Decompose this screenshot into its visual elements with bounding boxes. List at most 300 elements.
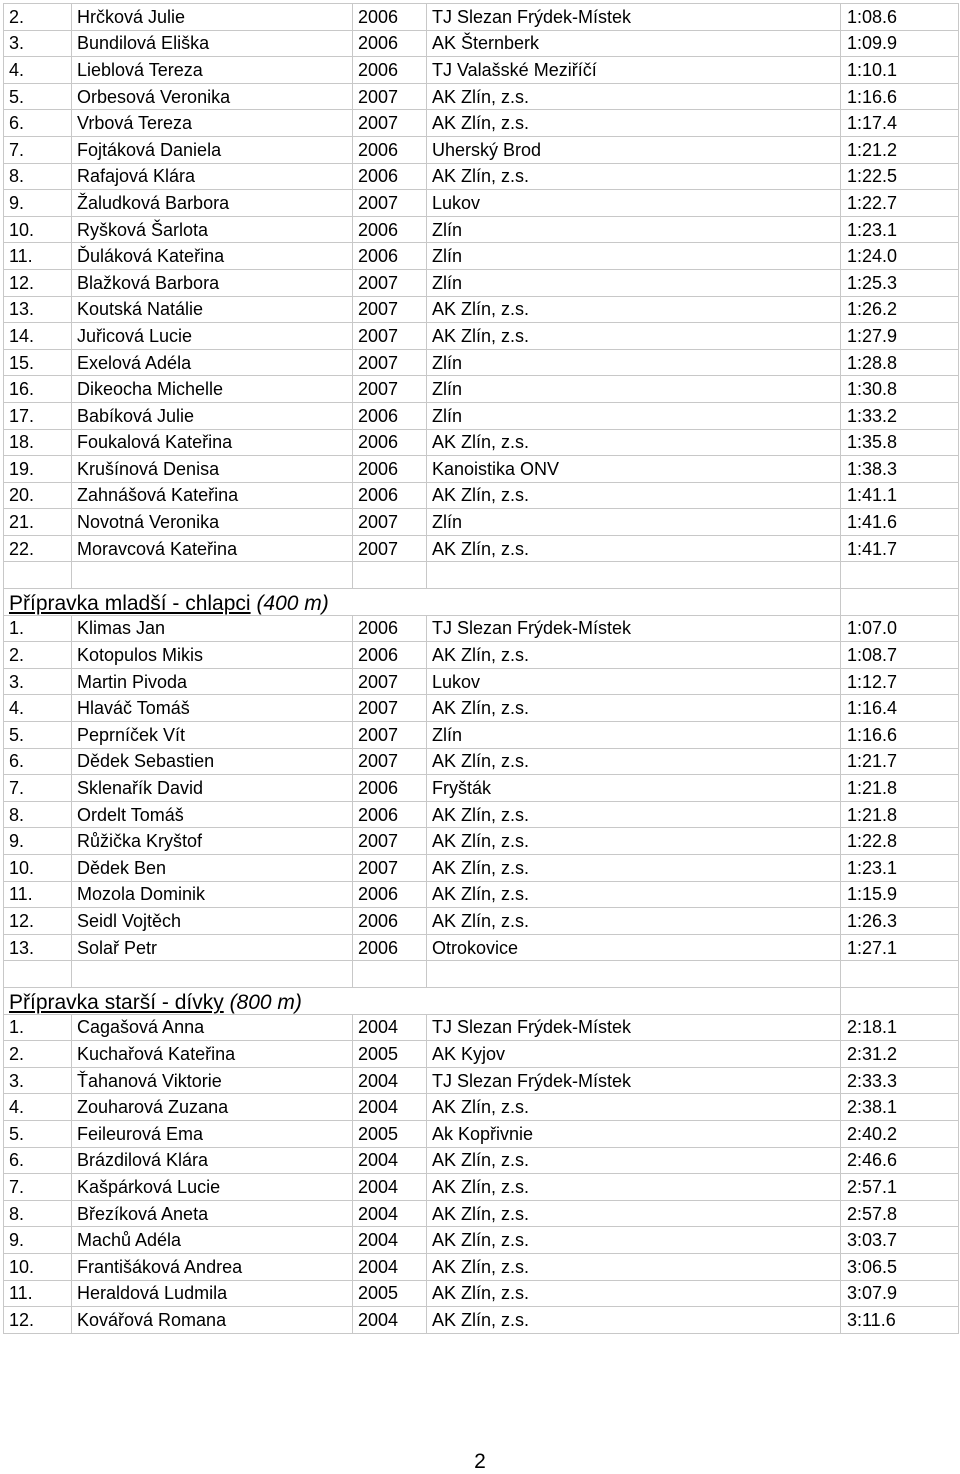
result-club: Uherský Brod xyxy=(427,136,841,163)
result-year: 2007 xyxy=(353,722,427,749)
result-club: AK Zlín, z.s. xyxy=(427,1253,841,1280)
result-time: 1:15.9 xyxy=(841,881,959,908)
section-heading-row xyxy=(4,589,959,616)
result-name: Heraldová Ludmila xyxy=(72,1280,353,1307)
result-time: 2:46.6 xyxy=(841,1147,959,1174)
result-year: 2007 xyxy=(353,535,427,562)
result-row xyxy=(4,1014,959,1041)
result-rank: 7. xyxy=(4,775,72,802)
result-club: TJ Valašské Meziříčí xyxy=(427,57,841,84)
result-year: 2006 xyxy=(353,163,427,190)
result-rank: 18. xyxy=(4,429,72,456)
result-time: 1:21.8 xyxy=(841,775,959,802)
result-time: 1:21.8 xyxy=(841,801,959,828)
result-name: Cagašová Anna xyxy=(72,1014,353,1041)
result-club: TJ Slezan Frýdek-Místek xyxy=(427,1067,841,1094)
result-time: 2:38.1 xyxy=(841,1094,959,1121)
result-year: 2004 xyxy=(353,1147,427,1174)
result-year: 2007 xyxy=(353,110,427,137)
result-time: 2:33.3 xyxy=(841,1067,959,1094)
result-time: 1:16.6 xyxy=(841,83,959,110)
result-rank: 9. xyxy=(4,1227,72,1254)
result-rank: 6. xyxy=(4,748,72,775)
result-time: 1:22.7 xyxy=(841,190,959,217)
empty-cell xyxy=(841,589,959,616)
result-year: 2004 xyxy=(353,1174,427,1201)
result-year: 2007 xyxy=(353,349,427,376)
result-club: AK Zlín, z.s. xyxy=(427,881,841,908)
result-row xyxy=(4,83,959,110)
result-year: 2006 xyxy=(353,482,427,509)
result-row xyxy=(4,163,959,190)
result-row xyxy=(4,402,959,429)
result-time: 1:38.3 xyxy=(841,456,959,483)
result-rank: 5. xyxy=(4,722,72,749)
empty-cell xyxy=(353,562,427,589)
section-heading xyxy=(4,987,841,1014)
result-time: 2:31.2 xyxy=(841,1041,959,1068)
result-club: Ak Kopřivnie xyxy=(427,1120,841,1147)
result-club: Lukov xyxy=(427,190,841,217)
result-rank: 4. xyxy=(4,57,72,84)
result-row xyxy=(4,4,959,31)
result-time: 3:07.9 xyxy=(841,1280,959,1307)
spacer-row xyxy=(4,562,959,589)
result-name: Babíková Julie xyxy=(72,402,353,429)
result-club: AK Zlín, z.s. xyxy=(427,748,841,775)
result-club: AK Zlín, z.s. xyxy=(427,535,841,562)
result-year: 2006 xyxy=(353,216,427,243)
result-rank: 5. xyxy=(4,83,72,110)
result-row xyxy=(4,429,959,456)
result-year: 2007 xyxy=(353,190,427,217)
empty-cell xyxy=(353,961,427,988)
result-rank: 3. xyxy=(4,30,72,57)
result-row xyxy=(4,801,959,828)
result-year: 2004 xyxy=(353,1067,427,1094)
result-name: Sklenařík David xyxy=(72,775,353,802)
result-name: Feileurová Ema xyxy=(72,1120,353,1147)
result-name: Růžička Kryštof xyxy=(72,828,353,855)
result-row xyxy=(4,828,959,855)
result-club: AK Zlín, z.s. xyxy=(427,1174,841,1201)
result-time: 1:35.8 xyxy=(841,429,959,456)
result-row xyxy=(4,136,959,163)
result-name: Lieblová Tereza xyxy=(72,57,353,84)
result-name: Juřicová Lucie xyxy=(72,323,353,350)
result-year: 2006 xyxy=(353,456,427,483)
result-club: Lukov xyxy=(427,668,841,695)
result-year: 2006 xyxy=(353,402,427,429)
result-name: Zouharová Zuzana xyxy=(72,1094,353,1121)
result-club: AK Zlín, z.s. xyxy=(427,908,841,935)
result-club: AK Zlín, z.s. xyxy=(427,296,841,323)
result-name: Františáková Andrea xyxy=(72,1253,353,1280)
result-name: Brázdilová Klára xyxy=(72,1147,353,1174)
result-rank: 1. xyxy=(4,1014,72,1041)
result-name: Krušínová Denisa xyxy=(72,456,353,483)
result-rank: 9. xyxy=(4,828,72,855)
result-name: Bundilová Eliška xyxy=(72,30,353,57)
result-row xyxy=(4,57,959,84)
result-rank: 4. xyxy=(4,695,72,722)
result-year: 2006 xyxy=(353,801,427,828)
result-rank: 10. xyxy=(4,1253,72,1280)
result-club: AK Zlín, z.s. xyxy=(427,855,841,882)
result-time: 1:24.0 xyxy=(841,243,959,270)
empty-cell xyxy=(4,562,72,589)
result-club: Zlín xyxy=(427,722,841,749)
result-row xyxy=(4,456,959,483)
result-year: 2007 xyxy=(353,509,427,536)
result-year: 2006 xyxy=(353,775,427,802)
result-name: Březíková Aneta xyxy=(72,1200,353,1227)
result-name: Fojtáková Daniela xyxy=(72,136,353,163)
result-time: 1:16.4 xyxy=(841,695,959,722)
result-name: Žaludková Barbora xyxy=(72,190,353,217)
result-name: Kotopulos Mikis xyxy=(72,642,353,669)
result-club: Zlín xyxy=(427,509,841,536)
result-row xyxy=(4,748,959,775)
result-club: Fryšták xyxy=(427,775,841,802)
result-name: Peprníček Vít xyxy=(72,722,353,749)
result-name: Dědek Sebastien xyxy=(72,748,353,775)
result-club: Otrokovice xyxy=(427,934,841,961)
result-rank: 8. xyxy=(4,801,72,828)
section-distance: (400 m) xyxy=(256,592,329,616)
result-rank: 11. xyxy=(4,243,72,270)
result-name: Solař Petr xyxy=(72,934,353,961)
result-year: 2007 xyxy=(353,323,427,350)
result-year: 2006 xyxy=(353,881,427,908)
result-time: 1:08.6 xyxy=(841,4,959,31)
result-rank: 10. xyxy=(4,855,72,882)
result-row xyxy=(4,535,959,562)
result-rank: 1. xyxy=(4,615,72,642)
result-row xyxy=(4,349,959,376)
result-club: Zlín xyxy=(427,402,841,429)
result-name: Zahnášová Kateřina xyxy=(72,482,353,509)
result-row xyxy=(4,722,959,749)
page-number: 2 xyxy=(474,1450,486,1473)
result-year: 2006 xyxy=(353,908,427,935)
result-row xyxy=(4,1280,959,1307)
result-time: 1:23.1 xyxy=(841,216,959,243)
result-name: Kašpárková Lucie xyxy=(72,1174,353,1201)
result-rank: 2. xyxy=(4,1041,72,1068)
result-rank: 15. xyxy=(4,349,72,376)
result-time: 2:18.1 xyxy=(841,1014,959,1041)
result-time: 1:33.2 xyxy=(841,402,959,429)
result-rank: 3. xyxy=(4,1067,72,1094)
result-rank: 8. xyxy=(4,163,72,190)
result-rank: 7. xyxy=(4,136,72,163)
result-club: AK Zlín, z.s. xyxy=(427,828,841,855)
result-club: Zlín xyxy=(427,243,841,270)
result-row xyxy=(4,775,959,802)
result-time: 1:08.7 xyxy=(841,642,959,669)
result-year: 2007 xyxy=(353,376,427,403)
result-row xyxy=(4,110,959,137)
result-name: Ďuláková Kateřina xyxy=(72,243,353,270)
result-time: 3:03.7 xyxy=(841,1227,959,1254)
result-time: 1:41.6 xyxy=(841,509,959,536)
result-year: 2007 xyxy=(353,296,427,323)
result-row xyxy=(4,243,959,270)
result-time: 1:09.9 xyxy=(841,30,959,57)
result-time: 1:12.7 xyxy=(841,668,959,695)
result-rank: 7. xyxy=(4,1174,72,1201)
result-club: AK Zlín, z.s. xyxy=(427,163,841,190)
result-row xyxy=(4,1120,959,1147)
result-rank: 4. xyxy=(4,1094,72,1121)
result-rank: 11. xyxy=(4,881,72,908)
result-name: Kuchařová Kateřina xyxy=(72,1041,353,1068)
result-rank: 12. xyxy=(4,908,72,935)
result-rank: 11. xyxy=(4,1280,72,1307)
result-row xyxy=(4,296,959,323)
result-time: 1:07.0 xyxy=(841,615,959,642)
result-time: 1:41.7 xyxy=(841,535,959,562)
result-year: 2005 xyxy=(353,1120,427,1147)
result-time: 1:27.9 xyxy=(841,323,959,350)
result-rank: 6. xyxy=(4,1147,72,1174)
result-club: AK Kyjov xyxy=(427,1041,841,1068)
result-rank: 20. xyxy=(4,482,72,509)
result-row xyxy=(4,482,959,509)
result-row xyxy=(4,615,959,642)
result-year: 2005 xyxy=(353,1280,427,1307)
result-name: Blažková Barbora xyxy=(72,269,353,296)
result-club: AK Zlín, z.s. xyxy=(427,1227,841,1254)
result-rank: 5. xyxy=(4,1120,72,1147)
result-name: Moravcová Kateřina xyxy=(72,535,353,562)
result-time: 2:57.8 xyxy=(841,1200,959,1227)
result-row xyxy=(4,190,959,217)
result-row xyxy=(4,323,959,350)
result-time: 3:06.5 xyxy=(841,1253,959,1280)
result-rank: 17. xyxy=(4,402,72,429)
result-year: 2007 xyxy=(353,695,427,722)
result-club: Kanoistika ONV xyxy=(427,456,841,483)
result-time: 1:25.3 xyxy=(841,269,959,296)
result-time: 1:27.1 xyxy=(841,934,959,961)
result-year: 2004 xyxy=(353,1253,427,1280)
result-row xyxy=(4,1067,959,1094)
result-club: AK Zlín, z.s. xyxy=(427,1307,841,1334)
empty-cell xyxy=(72,562,353,589)
empty-cell xyxy=(72,961,353,988)
result-club: AK Zlín, z.s. xyxy=(427,801,841,828)
result-time: 1:21.2 xyxy=(841,136,959,163)
empty-cell xyxy=(4,961,72,988)
result-club: AK Zlín, z.s. xyxy=(427,323,841,350)
result-rank: 10. xyxy=(4,216,72,243)
result-year: 2006 xyxy=(353,934,427,961)
result-time: 1:16.6 xyxy=(841,722,959,749)
result-time: 1:10.1 xyxy=(841,57,959,84)
result-name: Dikeocha Michelle xyxy=(72,376,353,403)
result-time: 1:22.5 xyxy=(841,163,959,190)
result-year: 2004 xyxy=(353,1227,427,1254)
result-club: AK Zlín, z.s. xyxy=(427,1147,841,1174)
result-club: TJ Slezan Frýdek-Místek xyxy=(427,4,841,31)
result-rank: 12. xyxy=(4,269,72,296)
result-name: Ryšková Šarlota xyxy=(72,216,353,243)
result-row xyxy=(4,1147,959,1174)
result-rank: 3. xyxy=(4,668,72,695)
result-year: 2007 xyxy=(353,828,427,855)
result-time: 1:26.3 xyxy=(841,908,959,935)
result-rank: 21. xyxy=(4,509,72,536)
result-name: Exelová Adéla xyxy=(72,349,353,376)
result-row xyxy=(4,668,959,695)
result-rank: 13. xyxy=(4,296,72,323)
result-name: Foukalová Kateřina xyxy=(72,429,353,456)
result-rank: 16. xyxy=(4,376,72,403)
result-time: 1:23.1 xyxy=(841,855,959,882)
result-name: Kovářová Romana xyxy=(72,1307,353,1334)
result-row xyxy=(4,695,959,722)
section-distance: (800 m) xyxy=(229,991,302,1015)
result-name: Orbesová Veronika xyxy=(72,83,353,110)
result-row xyxy=(4,509,959,536)
result-row xyxy=(4,1174,959,1201)
section-heading xyxy=(4,589,841,616)
result-year: 2006 xyxy=(353,615,427,642)
result-club: Zlín xyxy=(427,349,841,376)
result-year: 2004 xyxy=(353,1094,427,1121)
result-row xyxy=(4,642,959,669)
result-year: 2006 xyxy=(353,429,427,456)
result-club: TJ Slezan Frýdek-Místek xyxy=(427,615,841,642)
result-year: 2007 xyxy=(353,855,427,882)
result-time: 2:57.1 xyxy=(841,1174,959,1201)
result-name: Koutská Natálie xyxy=(72,296,353,323)
result-name: Ordelt Tomáš xyxy=(72,801,353,828)
result-rank: 2. xyxy=(4,642,72,669)
result-rank: 9. xyxy=(4,190,72,217)
result-name: Machů Adéla xyxy=(72,1227,353,1254)
result-name: Klimas Jan xyxy=(72,615,353,642)
result-club: Zlín xyxy=(427,269,841,296)
result-name: Vrbová Tereza xyxy=(72,110,353,137)
result-row xyxy=(4,934,959,961)
result-club: AK Zlín, z.s. xyxy=(427,1280,841,1307)
result-time: 3:11.6 xyxy=(841,1307,959,1334)
result-year: 2006 xyxy=(353,243,427,270)
result-rank: 6. xyxy=(4,110,72,137)
result-name: Ťahanová Viktorie xyxy=(72,1067,353,1094)
result-year: 2006 xyxy=(353,30,427,57)
result-year: 2007 xyxy=(353,748,427,775)
result-club: AK Zlín, z.s. xyxy=(427,695,841,722)
result-year: 2004 xyxy=(353,1014,427,1041)
result-club: TJ Slezan Frýdek-Místek xyxy=(427,1014,841,1041)
result-name: Dědek Ben xyxy=(72,855,353,882)
result-row xyxy=(4,1094,959,1121)
section-heading-row xyxy=(4,987,959,1014)
result-rank: 22. xyxy=(4,535,72,562)
result-row xyxy=(4,1307,959,1334)
result-club: Zlín xyxy=(427,376,841,403)
result-name: Mozola Dominik xyxy=(72,881,353,908)
result-club: AK Šternberk xyxy=(427,30,841,57)
result-year: 2007 xyxy=(353,668,427,695)
result-time: 2:40.2 xyxy=(841,1120,959,1147)
result-time: 1:41.1 xyxy=(841,482,959,509)
result-row xyxy=(4,216,959,243)
result-club: AK Zlín, z.s. xyxy=(427,110,841,137)
result-time: 1:30.8 xyxy=(841,376,959,403)
result-year: 2007 xyxy=(353,269,427,296)
result-time: 1:26.2 xyxy=(841,296,959,323)
result-year: 2004 xyxy=(353,1200,427,1227)
result-name: Rafajová Klára xyxy=(72,163,353,190)
result-row xyxy=(4,1253,959,1280)
empty-cell xyxy=(841,562,959,589)
empty-cell xyxy=(427,961,841,988)
result-time: 1:17.4 xyxy=(841,110,959,137)
result-row xyxy=(4,1200,959,1227)
result-club: AK Zlín, z.s. xyxy=(427,83,841,110)
result-rank: 19. xyxy=(4,456,72,483)
result-row xyxy=(4,1041,959,1068)
result-club: AK Zlín, z.s. xyxy=(427,1094,841,1121)
result-rank: 12. xyxy=(4,1307,72,1334)
result-year: 2004 xyxy=(353,1307,427,1334)
result-time: 1:22.8 xyxy=(841,828,959,855)
result-club: AK Zlín, z.s. xyxy=(427,1200,841,1227)
result-row xyxy=(4,1227,959,1254)
result-rank: 13. xyxy=(4,934,72,961)
result-year: 2006 xyxy=(353,642,427,669)
empty-cell xyxy=(841,961,959,988)
result-rank: 2. xyxy=(4,4,72,31)
result-club: AK Zlín, z.s. xyxy=(427,482,841,509)
result-time: 1:21.7 xyxy=(841,748,959,775)
result-row xyxy=(4,908,959,935)
result-year: 2006 xyxy=(353,57,427,84)
result-club: AK Zlín, z.s. xyxy=(427,642,841,669)
result-year: 2006 xyxy=(353,4,427,31)
result-rank: 8. xyxy=(4,1200,72,1227)
result-club: Zlín xyxy=(427,216,841,243)
result-name: Hrčková Julie xyxy=(72,4,353,31)
result-rank: 14. xyxy=(4,323,72,350)
result-year: 2005 xyxy=(353,1041,427,1068)
section-title: Přípravka starší - dívky xyxy=(9,991,224,1015)
empty-cell xyxy=(841,987,959,1014)
result-year: 2007 xyxy=(353,83,427,110)
result-club: AK Zlín, z.s. xyxy=(427,429,841,456)
result-row xyxy=(4,30,959,57)
result-time: 1:28.8 xyxy=(841,349,959,376)
result-row xyxy=(4,376,959,403)
section-title: Přípravka mladší - chlapci xyxy=(9,592,251,616)
result-year: 2006 xyxy=(353,136,427,163)
result-name: Novotná Veronika xyxy=(72,509,353,536)
spacer-row xyxy=(4,961,959,988)
result-name: Martin Pivoda xyxy=(72,668,353,695)
result-name: Seidl Vojtěch xyxy=(72,908,353,935)
result-row xyxy=(4,269,959,296)
results-table xyxy=(3,3,959,1334)
empty-cell xyxy=(427,562,841,589)
result-row xyxy=(4,881,959,908)
result-name: Hlaváč Tomáš xyxy=(72,695,353,722)
result-row xyxy=(4,855,959,882)
